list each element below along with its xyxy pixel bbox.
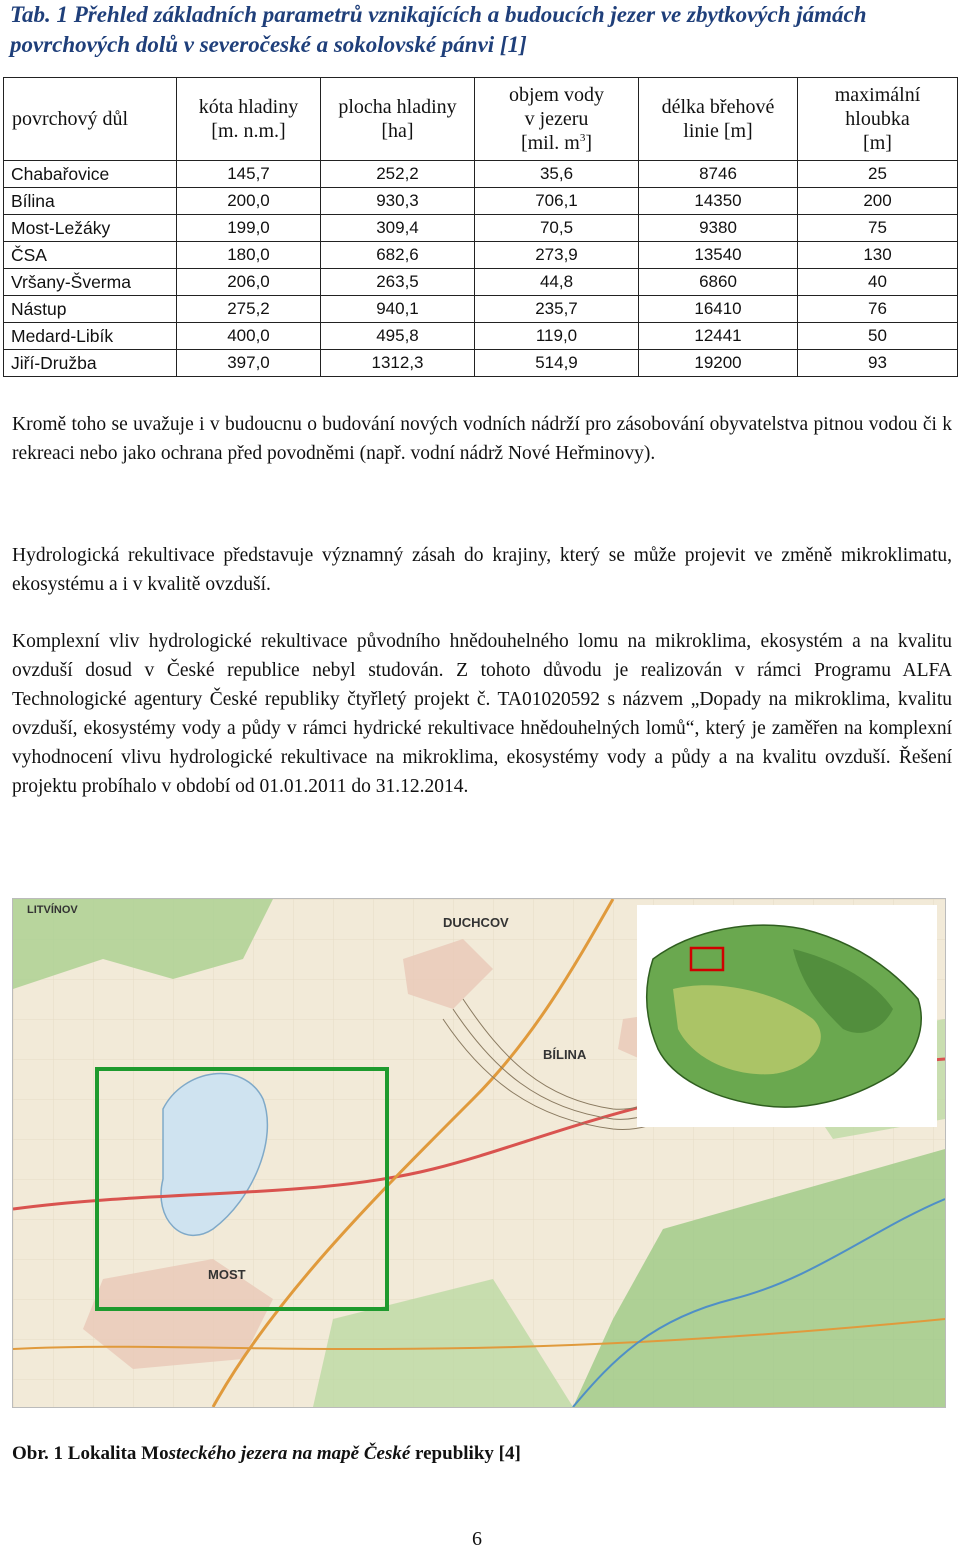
cell-mine-name: Bílina [4, 188, 177, 215]
cell-volume: 273,9 [475, 242, 639, 269]
header-water-volume: objem vody v jezeru [mil. $m^3$] [475, 78, 639, 161]
cell-shoreline: 8746 [639, 161, 798, 188]
table-row [4, 242, 958, 269]
map-label-litvinov: LITVÍNOV [27, 904, 78, 916]
parameters-table [3, 77, 958, 377]
cell-depth: 50 [798, 323, 958, 350]
table-header-row [4, 78, 958, 161]
paragraph-project-description: Komplexní vliv hydrologické rekultivace původního hnědouhelného lomu na mikroklima, ekosystém a na kvalitu ovzduší dosud v České republice nebyl studován. Z tohoto důvodu je realizován v rámci Programu ALFA Technologické agentury České republiky čtyřletý projekt č. TA01020592 s názvem „Dopady na mikroklima, kvalitu ovzduší, ekosystémy vody a půdy v rámci hydrické rekultivace hnědouhelných lomů“, který je zaměřen na komplexní vyhodnocení vlivu hydrologické rekultivace na mikroklima, ekosystémy vody a půdy a na kvalitu ovzduší. Řešení projektu probíhalo v období od 01.01.2011 do 31.12.2014. [12, 631, 952, 797]
cell-mine-name: Vršany-Šverma [4, 269, 177, 296]
cell-volume: 706,1 [475, 188, 639, 215]
table-row [4, 323, 958, 350]
header-max-depth: maximální hloubka [m] [798, 78, 958, 161]
cell-elevation: 397,0 [177, 350, 321, 377]
cell-area: 930,3 [321, 188, 475, 215]
cell-volume: 44,8 [475, 269, 639, 296]
map-label-most: MOST [208, 1267, 246, 1282]
map-illustration [13, 899, 945, 1407]
cell-shoreline: 6860 [639, 269, 798, 296]
page-number: 6 [472, 1528, 482, 1550]
cell-shoreline: 19200 [639, 350, 798, 377]
table-caption-text: Tab. 1 Přehled základních parametrů vznikajících a budoucích jezer ve zbytkových jámách povrchových dolů v severočeské a sokolovské pánvi [1] [10, 2, 867, 57]
cell-area: 940,1 [321, 296, 475, 323]
map-label-bilina: BÍLINA [543, 1047, 587, 1062]
cell-mine-name: Nástup [4, 296, 177, 323]
cell-depth: 75 [798, 215, 958, 242]
cell-depth: 93 [798, 350, 958, 377]
cell-elevation: 180,0 [177, 242, 321, 269]
cell-elevation: 206,0 [177, 269, 321, 296]
cell-depth: 130 [798, 242, 958, 269]
cell-volume: 119,0 [475, 323, 639, 350]
paragraph-hydrological-reclamation: Hydrologická rekultivace představuje významný zásah do krajiny, který se může projevit ve změně mikroklimatu, ekosystému a i v kvalitě ovzduší. [12, 545, 952, 595]
header-level-elevation: kóta hladiny [m. n.m.] [177, 78, 321, 161]
cell-elevation: 400,0 [177, 323, 321, 350]
table-caption [10, 0, 950, 60]
map-image [12, 898, 946, 1408]
cell-shoreline: 16410 [639, 296, 798, 323]
table-row [4, 269, 958, 296]
cell-mine-name: Jiří-Družba [4, 350, 177, 377]
cell-elevation: 145,7 [177, 161, 321, 188]
cell-mine-name: Medard-Libík [4, 323, 177, 350]
cell-depth: 25 [798, 161, 958, 188]
cell-volume: 35,6 [475, 161, 639, 188]
cell-elevation: 199,0 [177, 215, 321, 242]
header-surface-area: plocha hladiny [ha] [321, 78, 475, 161]
figure-caption: Obr. 1 Lokalita Mosteckého jezera na mapě České republiky [4] [12, 1443, 521, 1464]
header-shoreline-length: délka břehové linie [m] [639, 78, 798, 161]
table-row [4, 296, 958, 323]
cell-depth: 76 [798, 296, 958, 323]
cell-shoreline: 9380 [639, 215, 798, 242]
cell-shoreline: 14350 [639, 188, 798, 215]
cell-mine-name: Chabařovice [4, 161, 177, 188]
table-row [4, 161, 958, 188]
cell-mine-name: ČSA [4, 242, 177, 269]
cell-volume: 70,5 [475, 215, 639, 242]
map-label-duchcov: DUCHCOV [443, 915, 509, 930]
table-row [4, 215, 958, 242]
cell-area: 252,2 [321, 161, 475, 188]
cell-volume: 514,9 [475, 350, 639, 377]
cell-shoreline: 13540 [639, 242, 798, 269]
cell-elevation: 275,2 [177, 296, 321, 323]
cell-mine-name: Most-Ležáky [4, 215, 177, 242]
cell-area: 682,6 [321, 242, 475, 269]
table-row [4, 188, 958, 215]
cell-area: 263,5 [321, 269, 475, 296]
cell-area: 1312,3 [321, 350, 475, 377]
cell-elevation: 200,0 [177, 188, 321, 215]
table-row [4, 350, 958, 377]
paragraph-new-reservoirs: Kromě toho se uvažuje i v budoucnu o budování nových vodních nádrží pro zásobování obyvatelstva pitnou vodou či k rekreaci nebo jako ochrana před povodněmi (např. vodní nádrž Nové Heřminovy). [12, 414, 952, 464]
cell-depth: 40 [798, 269, 958, 296]
cell-area: 309,4 [321, 215, 475, 242]
cell-area: 495,8 [321, 323, 475, 350]
cell-shoreline: 12441 [639, 323, 798, 350]
cell-volume: 235,7 [475, 296, 639, 323]
header-surface-mine: povrchový důl [4, 78, 177, 161]
cell-depth: 200 [798, 188, 958, 215]
